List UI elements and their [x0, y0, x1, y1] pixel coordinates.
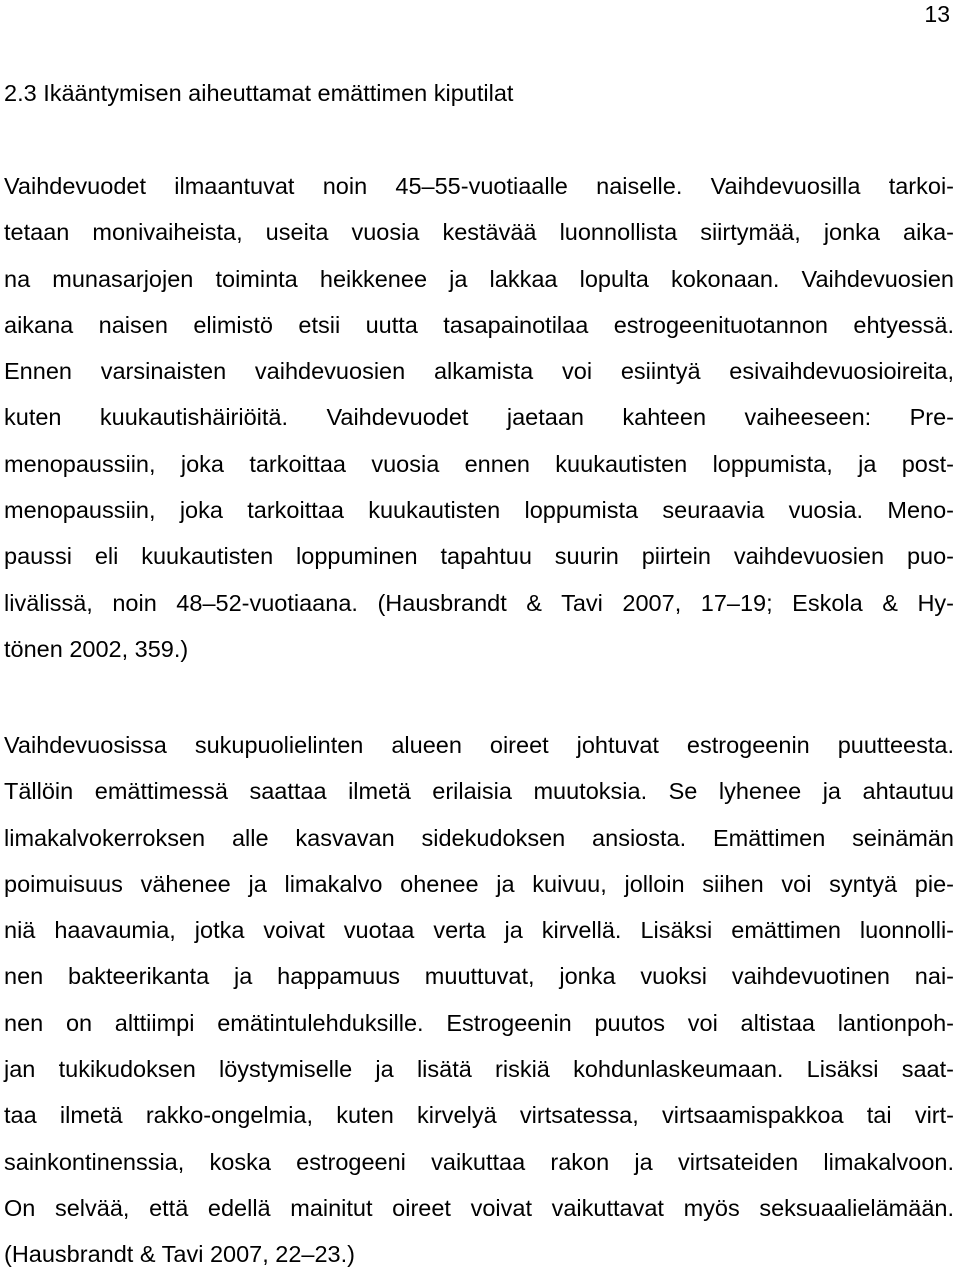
text-line: nen on alttiimpi emätintulehduksille. Estrogeenin puutos voi altistaa lantionpoh- [4, 1009, 954, 1036]
text-line: (Hausbrandt & Tavi 2007, 22–23.) [4, 1241, 355, 1268]
text-line: tönen 2002, 359.) [4, 635, 189, 662]
text-line: Vaihdevuodet ilmaantuvat noin 45–55-vuotiaalle naiselle. Vaihdevuosilla tarkoi- [4, 173, 954, 199]
text-line: nen bakteerikanta ja happamuus muuttuvat, jonka vuoksi vaihdevuotinen nai- [4, 963, 954, 990]
paragraph-1 [4, 163, 954, 672]
text-line: kuten kuukautishäiriöitä. Vaihdevuodet jaetaan kahteen vaiheeseen: Pre- [4, 404, 954, 431]
text-line: menopaussiin, joka tarkoittaa kuukautisten loppumista seuraavia vuosia. Meno- [4, 497, 954, 524]
text-line: On selvää, että edellä mainitut oireet voivat vaikuttavat myös seksuaalielämään. [4, 1194, 954, 1221]
text-line: Vaihdevuosissa sukupuolielinten alueen oireet johtuvat estrogeenin puutteesta. [4, 732, 954, 758]
text-line: menopaussiin, joka tarkoittaa vuosia ennen kuukautisten loppumista, ja post- [4, 450, 954, 477]
text-line: limakalvokerroksen alle kasvavan sidekudoksen ansiosta. Emättimen seinämän [4, 824, 954, 851]
text-line: Tällöin emättimessä saattaa ilmetä erilaisia muutoksia. Se lyhenee ja ahtautuu [4, 778, 954, 805]
text-line: niä haavaumia, jotka voivat vuotaa verta ja kirvellä. Lisäksi emättimen luonnolli- [4, 917, 954, 944]
text-line: sainkontinenssia, koska estrogeeni vaikuttaa rakon ja virtsateiden limakalvoon. [4, 1148, 954, 1175]
text-line: Ennen varsinaisten vaihdevuosien alkamista voi esiintyä esivaihdevuosioireita, [4, 358, 954, 385]
text-line: paussi eli kuukautisten loppuminen tapahtuu suurin piirtein vaihdevuosien puo- [4, 543, 954, 570]
text-line: poimuisuus vähenee ja limakalvo ohenee ja kuivuu, jolloin siihen voi syntyä pie- [4, 870, 954, 897]
page-number: 13 [924, 1, 950, 27]
text-line: taa ilmetä rakko-ongelmia, kuten kirvelyä virtsatessa, virtsaamispakkoa tai virt- [4, 1102, 954, 1129]
text-line: jan tukikudoksen löystymiselle ja lisätä riskiä kohdunlaskeumaan. Lisäksi saat- [4, 1056, 954, 1083]
text-line: livälissä, noin 48–52-vuotiaana. (Hausbrandt & Tavi 2007, 17–19; Eskola & Hy- [4, 589, 954, 616]
text-line: aikana naisen elimistö etsii uutta tasapainotilaa estrogeenituotannon ehtyessä. [4, 311, 954, 338]
text-line: tetaan monivaiheista, useita vuosia kestävää luonnollista siirtymää, jonka aika- [4, 219, 954, 246]
paragraph-2 [4, 722, 954, 1278]
section-heading: 2.3 Ikääntymisen aiheuttamat emättimen kiputilat [4, 80, 514, 106]
text-line: na munasarjojen toiminta heikkenee ja lakkaa lopulta kokonaan. Vaihdevuosien [4, 265, 954, 292]
